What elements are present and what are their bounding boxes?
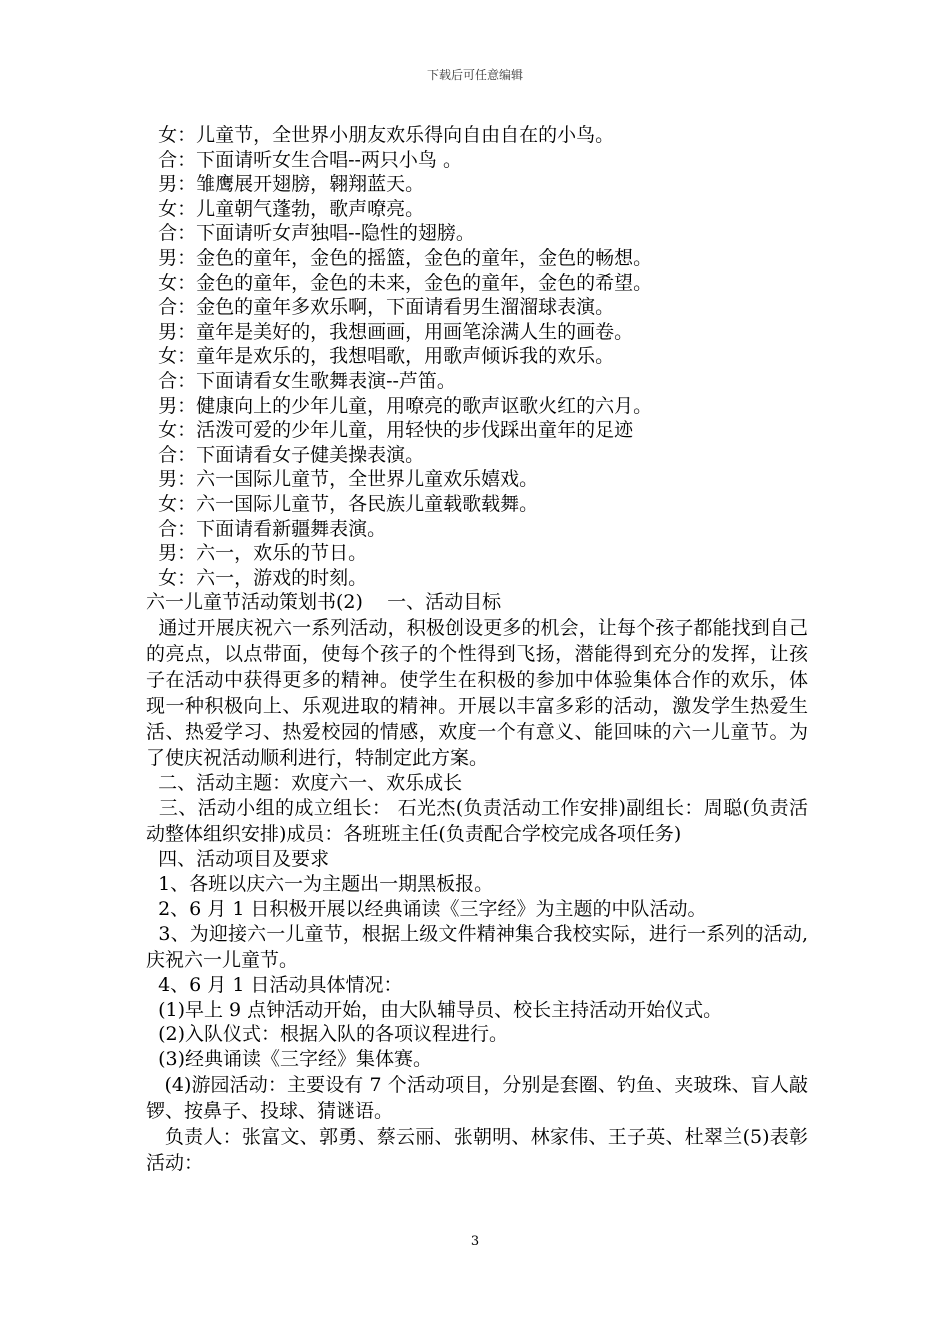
goal-paragraph: 通过开展庆祝六一系列活动，积极创设更多的机会，让每个孩子都能找到自己的亮点，以点带面，使每个孩子的个性得到飞扬，潜能得到充分的发挥，让孩子在活动中获得更多的精神。使学生在积极的参加中体验集体合作的欢乐，体现一种积极向上、乐观进取的精神。开展以丰富多彩的活动，激发学生热爱生活、热爱学习、热爱校园的情感，欢度一个有意义、能回味的六一儿童节。为了使庆祝活动顺利进行，特制定此方案。 bbox=[146, 616, 808, 769]
dialogue-line: 合：下面请看新疆舞表演。 bbox=[146, 517, 387, 540]
items-heading: 四、活动项目及要求 bbox=[146, 848, 330, 871]
dialogue-line: 女：儿童朝气蓬勃，歌声嘹亮。 bbox=[146, 197, 425, 220]
dialogue-line: 合：下面请听女生合唱--两只小鸟 。 bbox=[146, 148, 462, 171]
dialogue-line: 男：金色的童年，金色的摇篮，金色的童年，金色的畅想。 bbox=[146, 246, 653, 269]
item-2: 2、6 月 1 日积极开展以经典诵读《三字经》为主题的中队活动。 bbox=[146, 897, 707, 920]
item-1: 1、各班以庆六一为主题出一期黑板报。 bbox=[146, 873, 494, 896]
page-header: 下载后可任意编辑 bbox=[426, 68, 523, 82]
dialogue-line: 女：六一，游戏的时刻。 bbox=[146, 566, 368, 589]
sub-item-4: (4)游园活动：主要设有 7 个活动项目，分别是套圈、钓鱼、夹玻珠、盲人敲锣、按鼻子、投球、猜谜语。 bbox=[146, 1073, 808, 1122]
dialogue-line: 女：活泼可爱的少年儿童，用轻快的步伐踩出童年的足迹 bbox=[146, 419, 634, 442]
dialogue-line: 男：雏鹰展开翅膀，翱翔蓝天。 bbox=[146, 173, 425, 196]
document-body bbox=[146, 123, 808, 1176]
dialogue-line: 合：金色的童年多欢乐啊，下面请看男生溜溜球表演。 bbox=[146, 296, 615, 319]
page-number: 3 bbox=[470, 1234, 480, 1249]
dialogue-line: 女：金色的童年，金色的未来，金色的童年，金色的希望。 bbox=[146, 271, 653, 294]
dialogue-line: 女：童年是欢乐的，我想唱歌，用歌声倾诉我的欢乐。 bbox=[146, 345, 615, 368]
dialogue-line: 合：下面请看女子健美操表演。 bbox=[146, 443, 425, 466]
dialogue-line: 男：童年是美好的，我想画画，用画笔涂满人生的画卷。 bbox=[146, 320, 634, 343]
dialogue-line: 男：六一国际儿童节，全世界儿童欢乐嬉戏。 bbox=[146, 468, 539, 491]
plan-title: 六一儿童节活动策划书(2) 一、活动目标 bbox=[146, 591, 502, 614]
team-paragraph: 三、活动小组的成立组长： 石光杰(负责活动工作安排)副组长：周聪(负责活动整体组织安排)成员：各班班主任(负责配合学校完成各项任务) bbox=[146, 797, 808, 846]
item-3: 3、为迎接六一儿童节，根据上级文件精神集合我校实际，进行一系列的活动,庆祝六一儿童节。 bbox=[146, 923, 808, 972]
dialogue-line: 男：健康向上的少年儿童，用嘹亮的歌声讴歌火红的六月。 bbox=[146, 394, 653, 417]
dialogue-block bbox=[146, 123, 808, 590]
sub-item-1: (1)早上 9 点钟活动开始，由大队辅导员、校长主持活动开始仪式。 bbox=[146, 998, 723, 1021]
dialogue-line: 男：六一，欢乐的节日。 bbox=[146, 542, 368, 565]
sub-item-3: (3)经典诵读《三字经》集体赛。 bbox=[146, 1048, 432, 1071]
responsible-line: 负责人：张富文、郭勇、蔡云丽、张朝明、林家伟、王子英、杜翠兰(5)表彰活动： bbox=[146, 1125, 808, 1174]
dialogue-line: 女：儿童节，全世界小朋友欢乐得向自由自在的小鸟。 bbox=[146, 124, 615, 146]
sub-item-2: (2)入队仪式：根据入队的各项议程进行。 bbox=[146, 1023, 508, 1046]
item-4: 4、6 月 1 日活动具体情况： bbox=[146, 974, 403, 997]
dialogue-line: 合：下面请看女生歌舞表演--芦笛。 bbox=[146, 369, 456, 392]
theme-line: 二、活动主题：欢度六一、欢乐成长 bbox=[146, 771, 463, 794]
dialogue-line: 女：六一国际儿童节，各民族儿童载歌载舞。 bbox=[146, 492, 539, 515]
dialogue-line: 合：下面请听女声独唱--隐性的翅膀。 bbox=[146, 222, 475, 245]
